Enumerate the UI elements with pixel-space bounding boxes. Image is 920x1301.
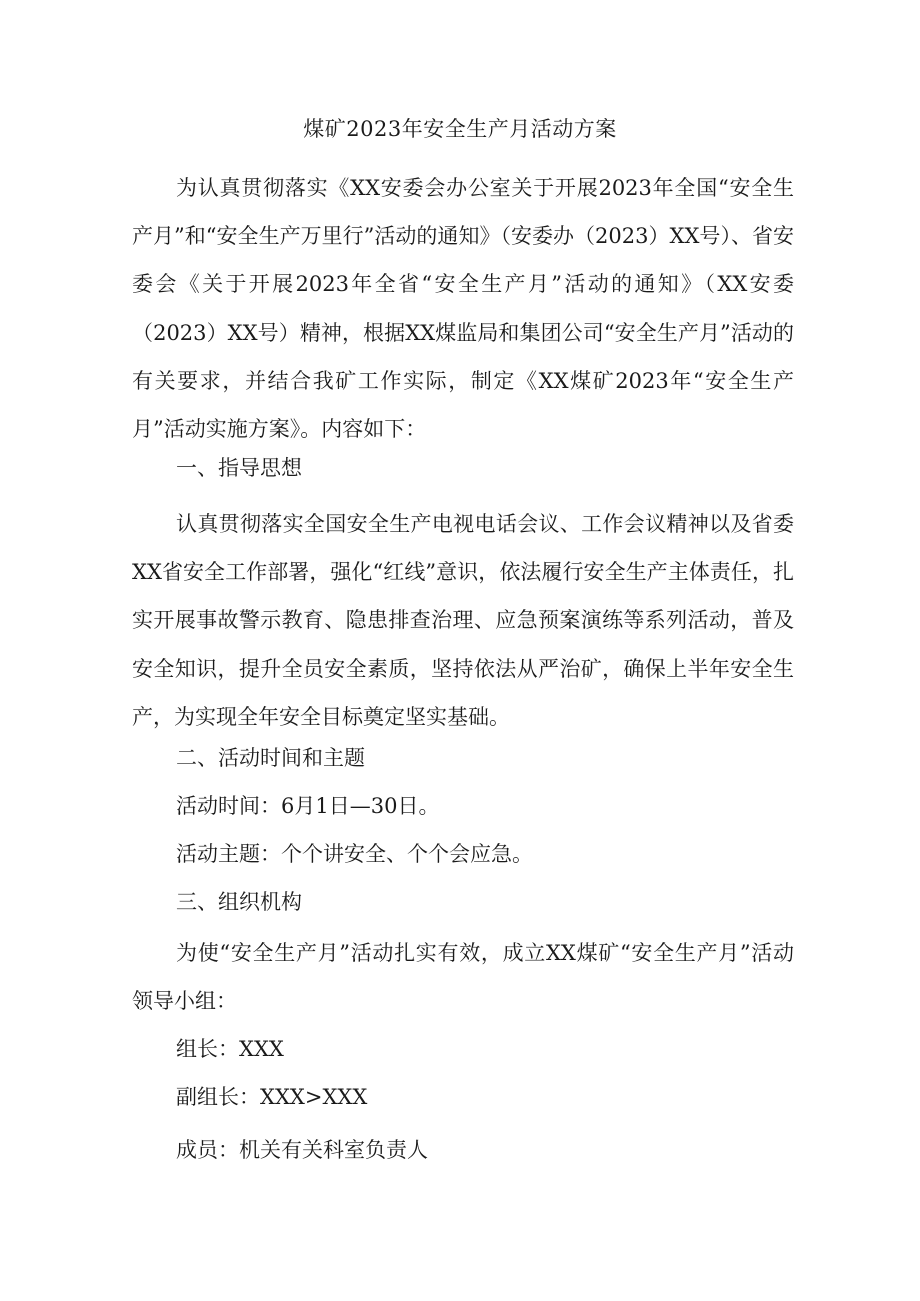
group-leader: 组长：XXX: [176, 1037, 284, 1061]
group-deputy-leader: 副组长：XXX>XXX: [176, 1085, 368, 1109]
section-3-body: 为使“安全生产月”活动扎实有效，成立XX煤矿“安全生产月”活动领导小组：: [132, 941, 794, 1014]
activity-theme: 活动主题：个个讲安全、个个会应急。: [176, 842, 533, 866]
section-2-heading: 二、活动时间和主题: [176, 746, 365, 770]
intro-paragraph: 为认真贯彻落实《XX安委会办公室关于开展2023年全国“安全生产月”和“安全生产万里行”活动的通知》（安委办（2023）XX号）、省安委会《关于开展2023年全省“安全生产月”活动的通知》（XX安委（2023）XX号）精神，根据XX煤监局和集团公司“安全生产月”活动的有关要求，并结合我矿工作实际，制定《XX煤矿2023年“安全生产月”活动实施方案》。内容如下：: [132, 176, 794, 442]
section-3-heading: 三、组织机构: [176, 890, 302, 914]
section-1-heading: 一、指导思想: [176, 456, 302, 480]
activity-time: 活动时间：6月1日—30日。: [176, 794, 440, 818]
document-title: 煤矿2023年安全生产月活动方案: [303, 117, 617, 141]
section-1-body: 认真贯彻落实全国安全生产电视电话会议、工作会议精神以及省委XX省安全工作部署，强化“红线”意识，依法履行安全生产主体责任，扎实开展事故警示教育、隐患排查治理、应急预案演练等系列活动，普及安全知识，提升全员安全素质，坚持依法从严治矿，确保上半年安全生产，为实现全年安全目标奠定坚实基础。: [132, 512, 794, 729]
group-members: 成员：机关有关科室负责人: [176, 1138, 428, 1162]
